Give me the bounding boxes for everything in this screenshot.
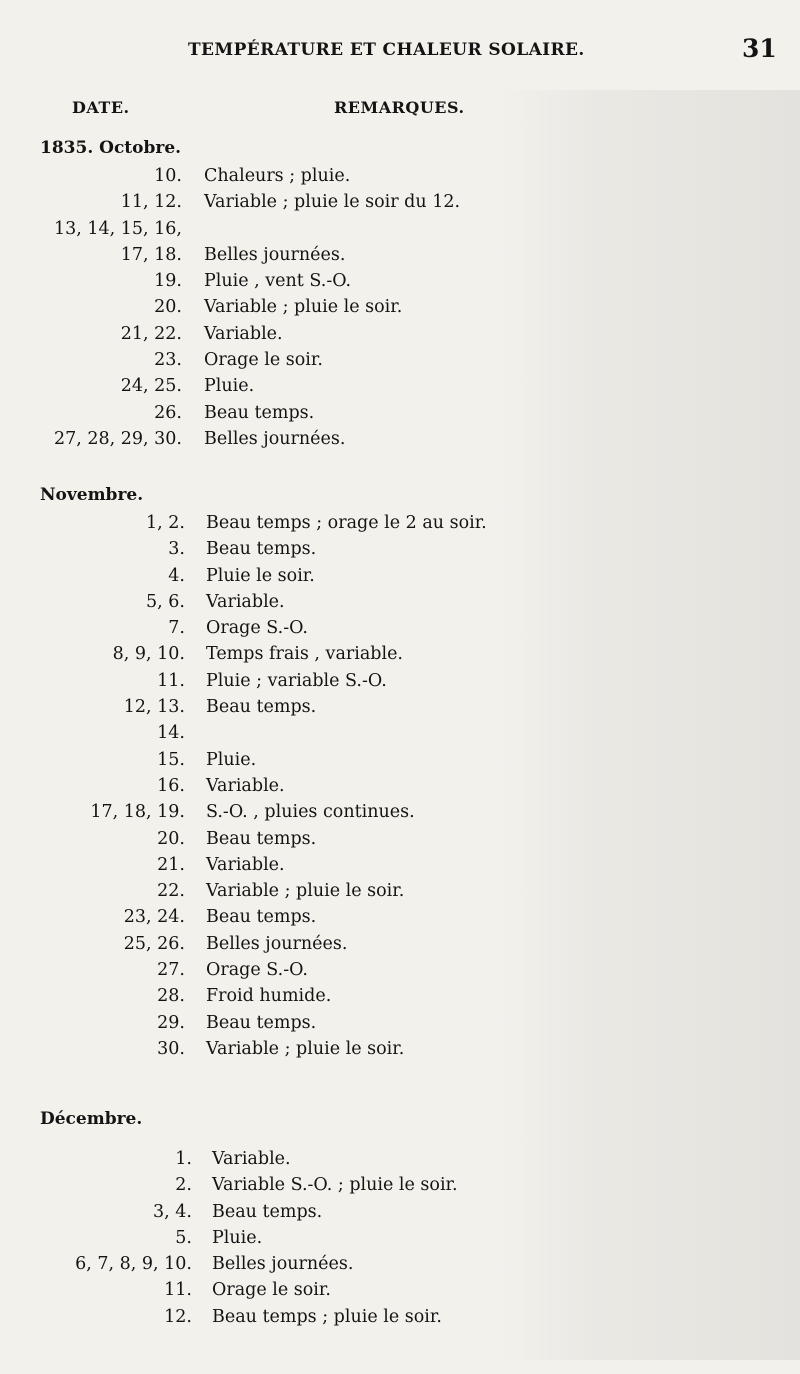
table-row [0, 878, 800, 904]
table-row [0, 773, 800, 799]
entry-remark: Temps frais , variable. [206, 644, 403, 665]
entry-date: 3. [168, 539, 185, 560]
table-row [0, 1225, 800, 1251]
entry-remark: S.-O. , pluies continues. [206, 802, 415, 823]
entry-remark: Variable ; pluie le soir du 12. [204, 192, 461, 213]
entry-date: 21, 22. [120, 323, 182, 344]
entry-remark: Pluie. [204, 376, 255, 397]
entry-date: 2. [175, 1175, 192, 1196]
entry-remark: Orage S.-O. [206, 960, 308, 981]
entry-date: 5. [175, 1227, 192, 1248]
entry-remark: Pluie. [212, 1227, 263, 1248]
entry-date: 20. [154, 297, 182, 318]
october-section [0, 133, 800, 452]
table-row [0, 1277, 800, 1303]
entry-remark: Beau temps ; orage le 2 au soir. [206, 513, 487, 533]
entry-date: 19. [154, 271, 182, 292]
entry-remark: Beau temps. [206, 539, 317, 560]
table-row [0, 957, 800, 983]
table-row [0, 347, 800, 373]
entry-remark: Variable. [212, 1149, 291, 1169]
entry-remark: Variable ; pluie le soir. [206, 881, 405, 902]
entry-date: 1, 2. [146, 513, 185, 533]
entry-remark: Beau temps. [206, 907, 317, 928]
entry-date: 25, 26. [123, 933, 185, 954]
table-row [0, 510, 800, 536]
table-row [0, 1304, 800, 1330]
entry-date: 11. [164, 1280, 192, 1301]
table-row [0, 242, 800, 268]
table-row [0, 826, 800, 852]
entry-remark: Froid humide. [206, 986, 332, 1007]
entry-date: 30. [157, 1038, 185, 1059]
entry-date: 13, 14, 15, 16, [53, 218, 182, 239]
entry-date: 10. [154, 166, 182, 186]
table-row [0, 668, 800, 694]
november-section [0, 480, 800, 1062]
table-row [0, 589, 800, 615]
entry-remark: Pluie le soir. [206, 565, 315, 586]
running-title: TEMPÉRATURE ET CHALEUR SOLAIRE. [188, 40, 585, 60]
entry-remark: Beau temps. [206, 828, 317, 849]
entry-date: 20. [157, 828, 185, 849]
table-row [0, 426, 800, 452]
table-row [0, 641, 800, 667]
entry-remark: Beau temps. [212, 1201, 323, 1222]
entry-date: 28. [157, 986, 185, 1007]
remarks-column-heading: REMARQUES. [334, 98, 465, 117]
entry-remark: Belles journées. [212, 1254, 354, 1275]
entry-remark: Variable. [206, 591, 285, 612]
table-row [0, 799, 800, 825]
entry-date: 17, 18. [120, 244, 182, 265]
table-row [0, 536, 800, 562]
entry-remark: Beau temps. [206, 697, 317, 718]
entry-remark: Orage le soir. [204, 350, 323, 371]
entry-remark: Variable. [206, 775, 285, 796]
entry-remark: Variable ; pluie le soir. [204, 297, 403, 318]
table-row [0, 904, 800, 930]
entry-remark: Pluie ; variable S.-O. [206, 670, 387, 691]
table-row [0, 1010, 800, 1036]
table-row [0, 1146, 800, 1172]
month-heading-december: Décembre. [40, 1109, 143, 1129]
entry-date: 7. [168, 618, 185, 639]
page-number: 31 [742, 34, 777, 63]
entry-remark: Beau temps ; pluie le soir. [212, 1306, 442, 1327]
table-row [0, 373, 800, 399]
entry-date: 12. [164, 1306, 192, 1327]
entry-date: 4. [168, 565, 185, 586]
table-row [0, 1172, 800, 1198]
entry-date: 5, 6. [146, 591, 185, 612]
entry-date: 15. [157, 749, 185, 770]
entry-date: 27, 28, 29, 30. [53, 428, 182, 449]
table-row [0, 931, 800, 957]
entry-date: 27. [157, 960, 185, 981]
table-row [0, 189, 800, 215]
table-row [0, 720, 800, 746]
entry-date: 22. [157, 881, 185, 902]
table-row [0, 852, 800, 878]
entry-remark: Variable ; pluie le soir. [206, 1038, 405, 1059]
table-row [0, 294, 800, 320]
entry-remark: Variable. [206, 854, 285, 875]
entry-date: 24, 25. [120, 376, 182, 397]
entry-date: 16. [157, 775, 185, 796]
entry-remark: Orage S.-O. [206, 618, 308, 639]
table-row [0, 563, 800, 589]
month-heading-november: Novembre. [40, 485, 144, 505]
table-row [0, 1199, 800, 1225]
entry-date: 11. [157, 670, 185, 691]
table-row [0, 1251, 800, 1277]
table-row [0, 694, 800, 720]
entry-date: 14. [157, 723, 185, 744]
date-column-heading: DATE. [72, 98, 130, 117]
entry-date: 3, 4. [153, 1201, 192, 1222]
entry-date: 12, 13. [123, 697, 185, 718]
entry-date: 23. [154, 350, 182, 371]
entry-remark: Variable S.-O. ; pluie le soir. [212, 1175, 458, 1196]
entry-remark: Chaleurs ; pluie. [204, 166, 351, 186]
table-row [0, 747, 800, 773]
entry-date: 23, 24. [123, 907, 185, 928]
entry-remark: Belles journées. [204, 428, 346, 449]
entry-remark: Variable. [204, 323, 283, 344]
entry-date: 17, 18, 19. [90, 802, 185, 823]
december-section [0, 1104, 800, 1330]
entry-remark: Pluie , vent S.-O. [204, 271, 352, 292]
table-row [0, 400, 800, 426]
table-row [0, 983, 800, 1009]
table-row [0, 163, 800, 189]
table-row [0, 615, 800, 641]
entry-date: 26. [154, 402, 182, 423]
entry-date: 29. [157, 1012, 185, 1033]
entry-remark: Belles journées. [206, 933, 348, 954]
entry-remark: Belles journées. [204, 244, 346, 265]
entry-date: 21. [157, 854, 185, 875]
entry-date: 11, 12. [120, 192, 182, 213]
table-row [0, 216, 800, 242]
entry-date: 1. [175, 1149, 192, 1169]
entry-date: 8, 9, 10. [112, 644, 185, 665]
table-row [0, 321, 800, 347]
month-heading-october: 1835. Octobre. [40, 138, 182, 158]
table-row [0, 268, 800, 294]
entry-remark: Pluie. [206, 749, 257, 770]
table-row [0, 1036, 800, 1062]
entry-remark: Beau temps. [204, 402, 315, 423]
entry-remark: Beau temps. [206, 1012, 317, 1033]
entry-date: 6, 7, 8, 9, 10. [75, 1254, 192, 1275]
entry-remark: Orage le soir. [212, 1280, 331, 1301]
